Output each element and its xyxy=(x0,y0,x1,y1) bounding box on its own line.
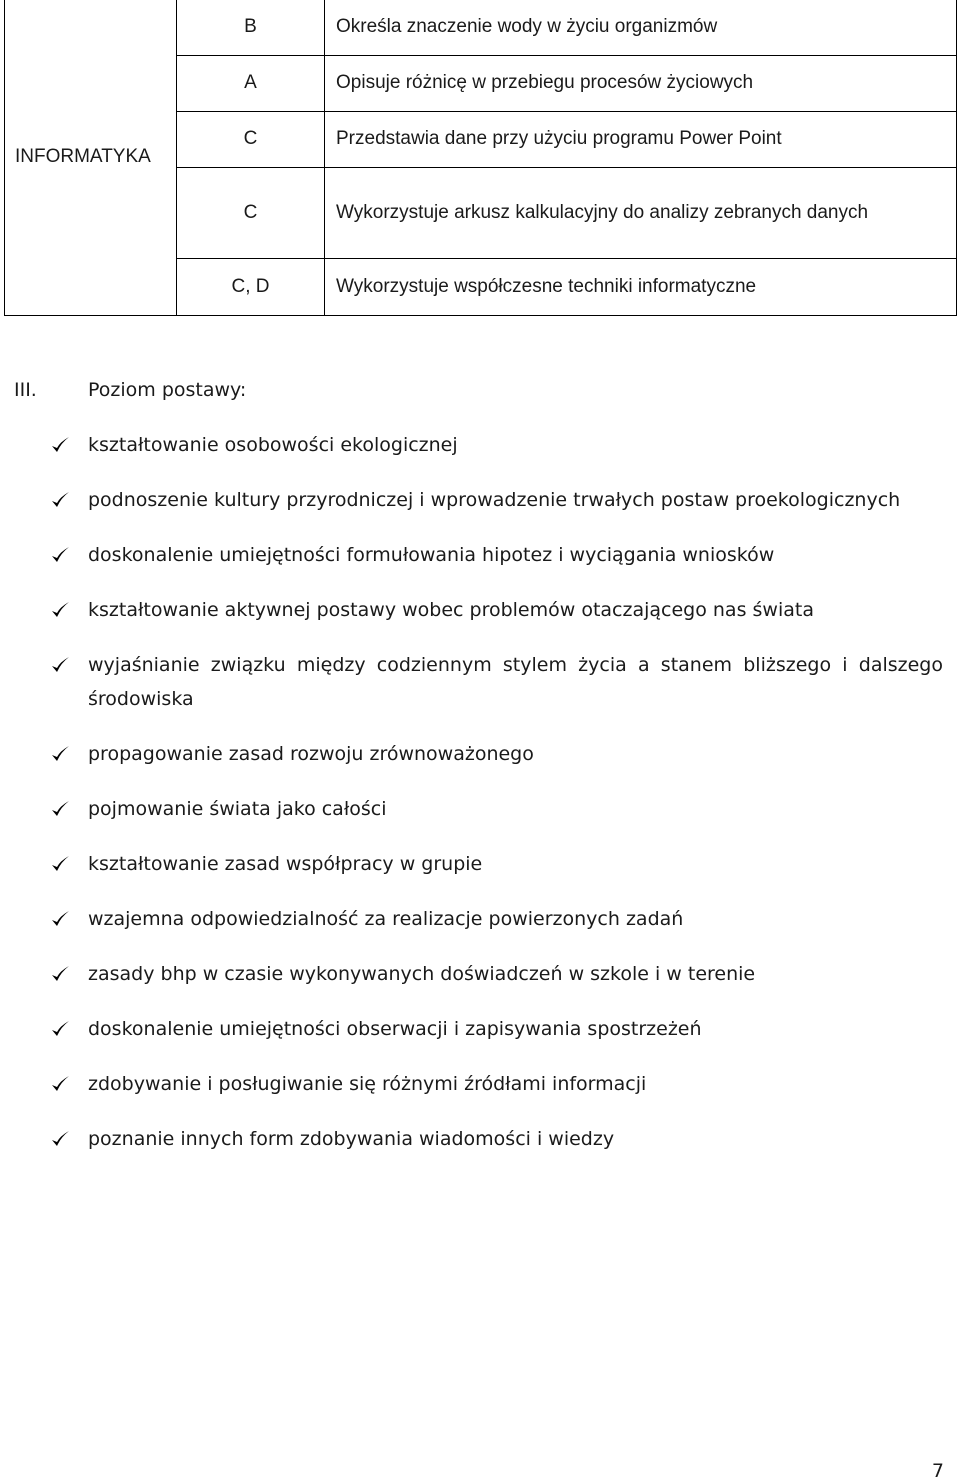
list-item-text: kształtowanie osobowości ekologicznej xyxy=(88,434,458,456)
list-item-text: kształtowanie aktywnej postawy wobec problemów otaczającego nas świata xyxy=(88,599,814,621)
list-item xyxy=(0,538,943,572)
checkmark-icon xyxy=(50,538,70,572)
list-item-text: podnoszenie kultury przyrodniczej i wprowadzenie trwałych postaw proekologicznych xyxy=(88,489,901,511)
list-item-text: doskonalenie umiejętności formułowania hipotez i wyciągania wniosków xyxy=(88,544,775,566)
table-row xyxy=(5,0,957,55)
checkmark-icon xyxy=(50,1122,70,1156)
list-item xyxy=(0,847,943,881)
description-cell: Opisuje różnicę w przebiegu procesów życiowych xyxy=(325,55,957,111)
list-item xyxy=(0,593,943,627)
description-cell: Określa znaczenie wody w życiu organizmów xyxy=(325,0,957,55)
checkmark-icon xyxy=(50,847,70,881)
checkmark-icon xyxy=(50,483,70,517)
section-number: III. xyxy=(14,379,37,401)
checkmark-icon xyxy=(50,1067,70,1101)
checkmark-icon xyxy=(50,737,70,771)
list-item-text: kształtowanie zasad współpracy w grupie xyxy=(88,853,483,875)
list-item xyxy=(0,648,943,716)
list-item xyxy=(0,1122,943,1156)
level-cell: C xyxy=(177,167,325,258)
list-item xyxy=(0,1067,943,1101)
level-cell: A xyxy=(177,55,325,111)
list-item-text: wzajemna odpowiedzialność za realizacje powierzonych zadań xyxy=(88,908,684,930)
description-cell: Wykorzystuje arkusz kalkulacyjny do analizy zebranych danych xyxy=(325,167,957,258)
list-item-text: pojmowanie świata jako całości xyxy=(88,798,387,820)
checkmark-icon xyxy=(50,792,70,826)
list-item-text: doskonalenie umiejętności obserwacji i zapisywania spostrzeżeń xyxy=(88,1018,702,1040)
list-item xyxy=(0,483,943,517)
list-item-text: propagowanie zasad rozwoju zrównoważonego xyxy=(88,743,534,765)
list-item-text: zasady bhp w czasie wykonywanych doświadczeń w szkole i w terenie xyxy=(88,963,756,985)
list-item xyxy=(0,737,943,771)
list-item xyxy=(0,902,943,936)
list-item-text: wyjaśnianie związku między codziennym stylem życia a stanem bliższego i dalszego środowiska xyxy=(88,654,943,710)
description-cell: Wykorzystuje współczesne techniki informatyczne xyxy=(325,258,957,315)
checkmark-icon xyxy=(50,593,70,627)
curriculum-table xyxy=(4,0,957,316)
list-item-text: poznanie innych form zdobywania wiadomości i wiedzy xyxy=(88,1128,615,1150)
description-cell: Przedstawia dane przy użyciu programu Power Point xyxy=(325,111,957,167)
page-number: 7 xyxy=(931,1460,944,1482)
section-title: Poziom postawy: xyxy=(88,379,247,401)
checkmark-icon xyxy=(50,957,70,991)
checkmark-icon xyxy=(50,648,70,682)
list-item xyxy=(0,428,943,462)
attitude-list xyxy=(0,428,943,1177)
list-item xyxy=(0,1012,943,1046)
list-item-text: zdobywanie i posługiwanie się różnymi źródłami informacji xyxy=(88,1073,647,1095)
checkmark-icon xyxy=(50,1012,70,1046)
list-item xyxy=(0,957,943,991)
checkmark-icon xyxy=(50,428,70,462)
level-cell: C xyxy=(177,111,325,167)
level-cell: B xyxy=(177,0,325,55)
checkmark-icon xyxy=(50,902,70,936)
subject-cell: INFORMATYKA xyxy=(5,0,177,315)
level-cell: C, D xyxy=(177,258,325,315)
list-item xyxy=(0,792,943,826)
